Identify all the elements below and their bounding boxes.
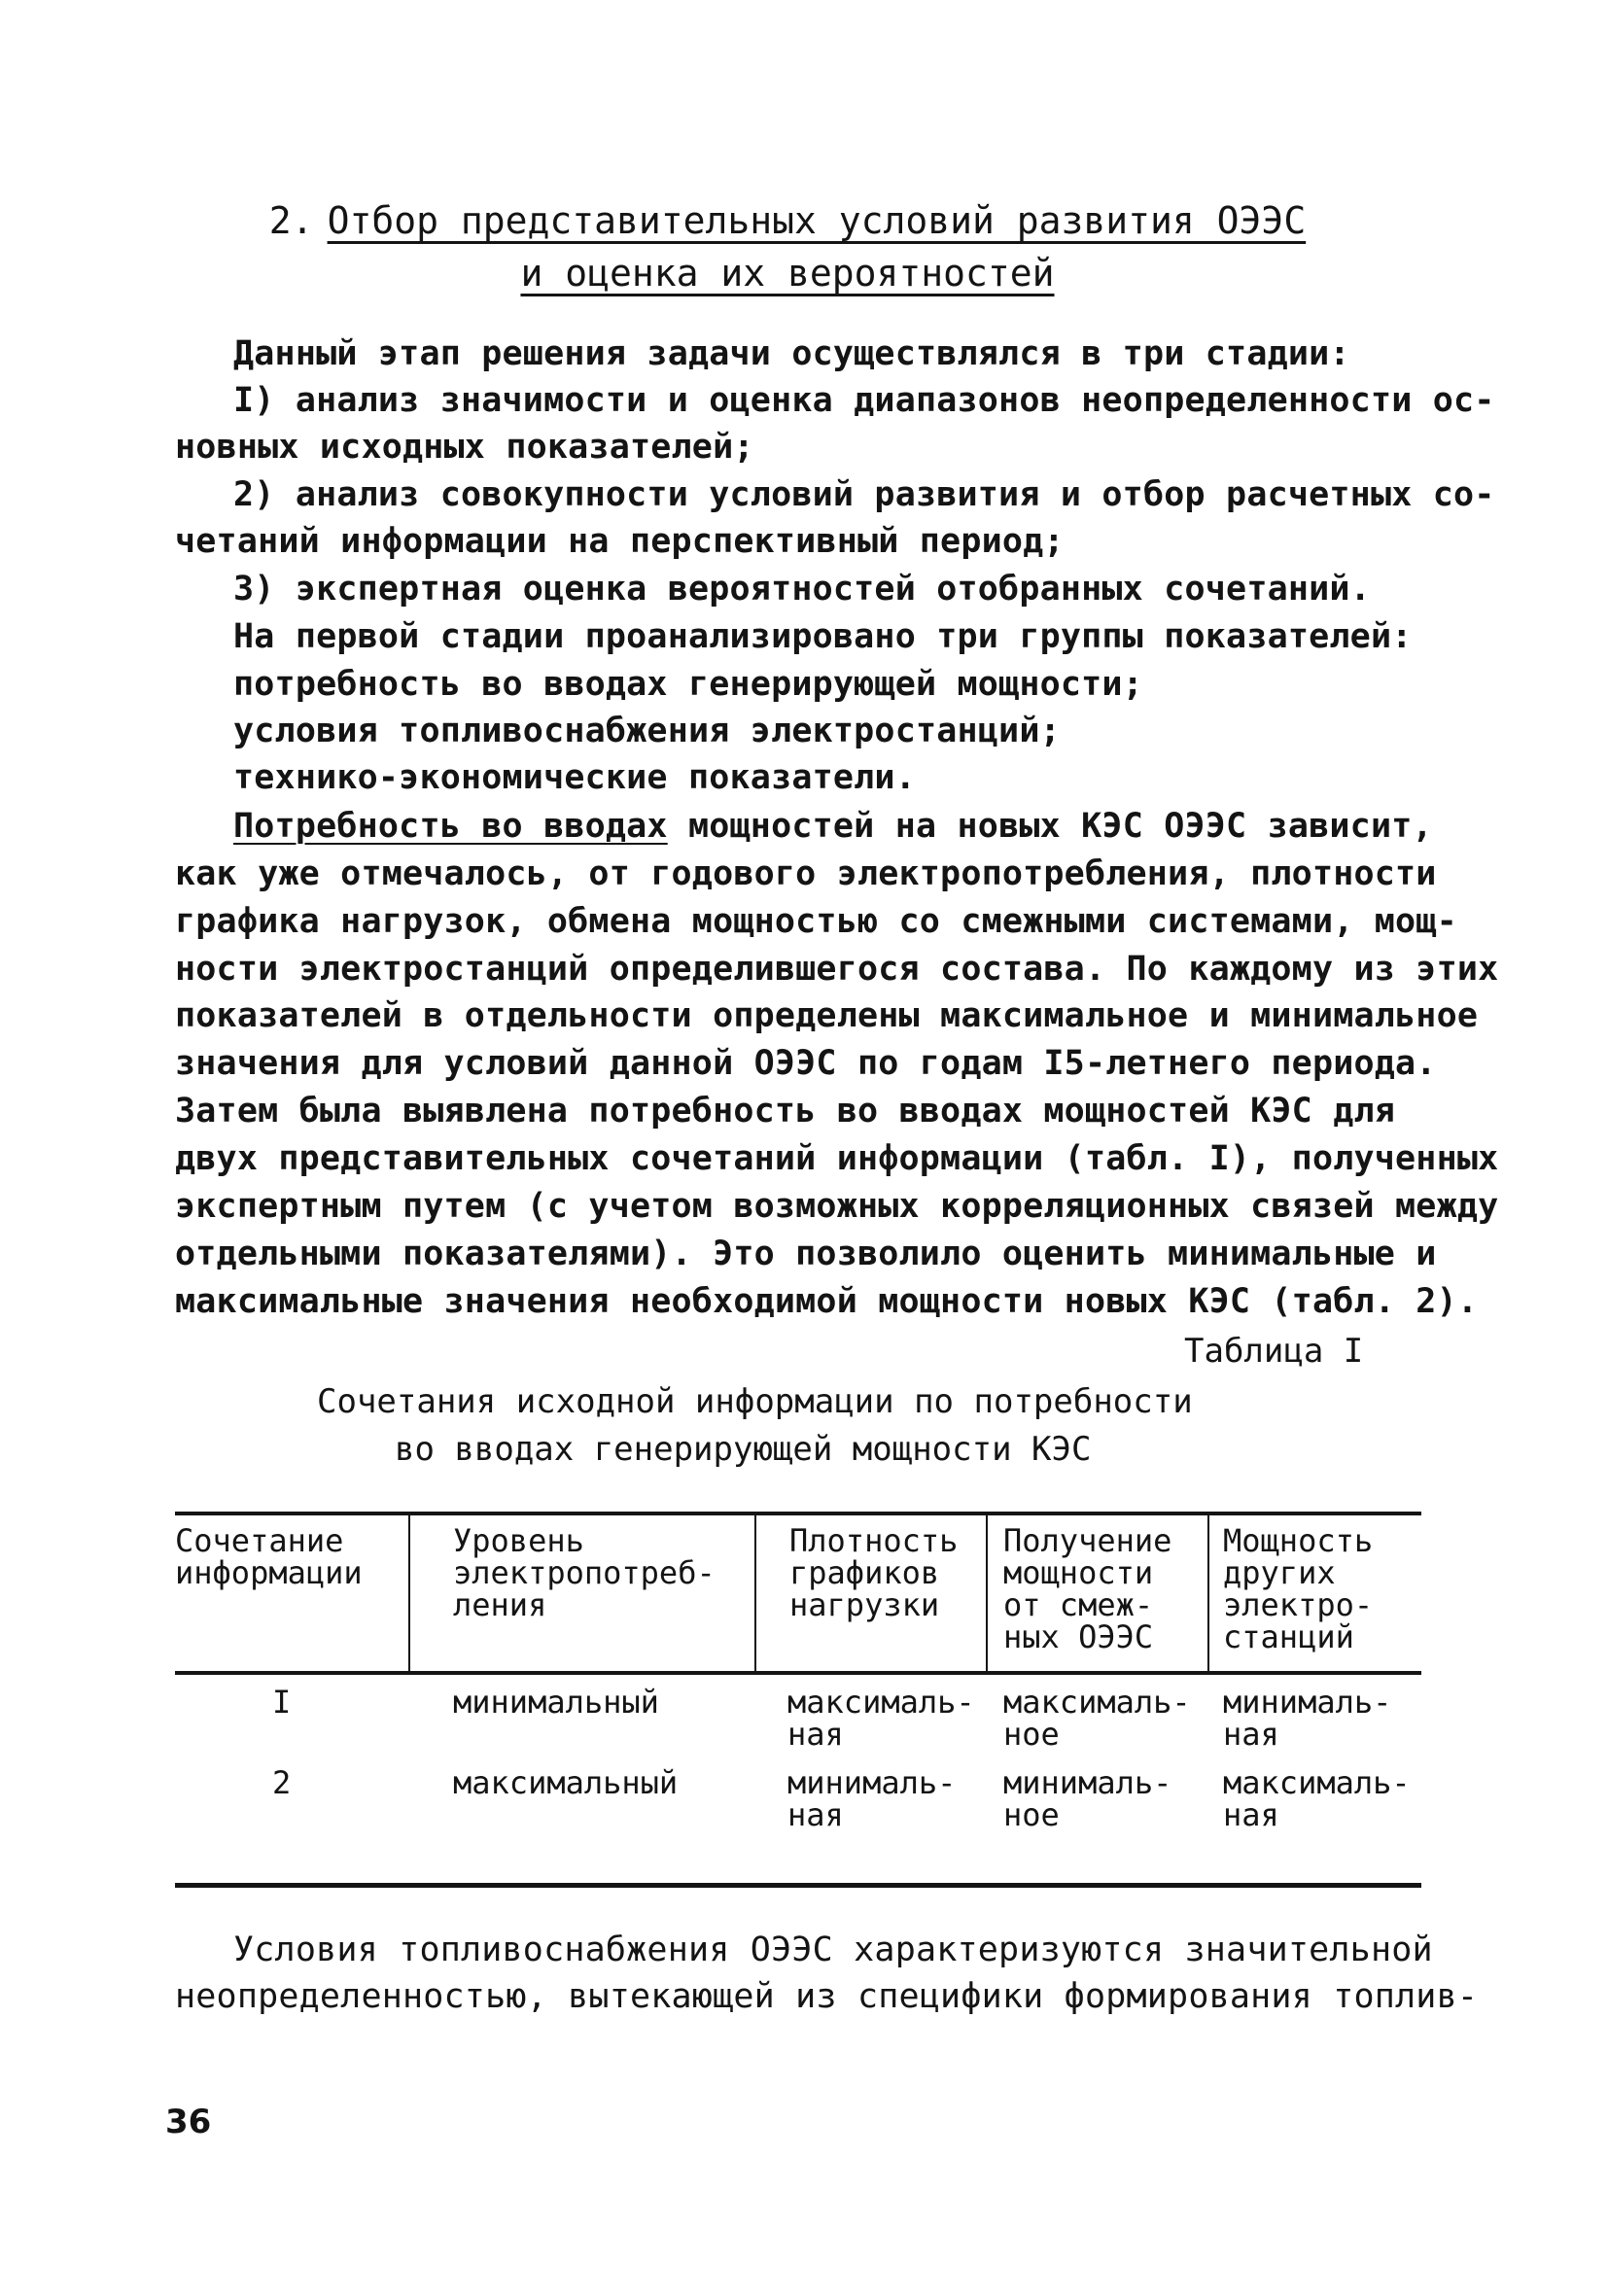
section-heading-line2 xyxy=(156,247,1419,299)
table-bottom-rule xyxy=(175,1883,1421,1888)
cell-text: ная xyxy=(1223,1716,1279,1753)
header-text: графиков xyxy=(789,1554,940,1591)
header-text: ных ОЭЭС xyxy=(1003,1618,1154,1655)
cell-text: максималь- xyxy=(1003,1684,1191,1721)
group-2: условия топливоснабжения электростанций; xyxy=(233,712,1061,750)
cell-text: ная xyxy=(787,1716,844,1753)
paragraph-intro: Данный этап решения задачи осуществлялся в три стадии: xyxy=(233,334,1350,373)
header-text: Получение xyxy=(1003,1522,1172,1559)
underlined-term: Потребность во вводах xyxy=(233,807,668,846)
row-1-other xyxy=(1223,1684,1392,1753)
row-1-receipt xyxy=(1003,1684,1191,1753)
column-divider xyxy=(1207,1515,1209,1671)
stage-2-line-2: четаний информации на перспективный период; xyxy=(175,522,1065,561)
cell-text: минималь- xyxy=(1003,1764,1172,1801)
paragraph-line-4: ности электростанций определившегося состава. По каждому из этих xyxy=(175,950,1499,989)
row-2-other xyxy=(1223,1764,1411,1833)
header-load-density xyxy=(789,1522,959,1623)
cell-text: ное xyxy=(1003,1716,1060,1753)
stage-1-line-2: новных исходных показателей; xyxy=(175,428,754,467)
footer-paragraph-line-1: Условия топливоснабжения ОЭЭС характеризуются значительной xyxy=(233,1931,1433,1969)
table-top-rule xyxy=(175,1512,1421,1515)
table-caption-line-2: во вводах генерирующей мощности КЭС xyxy=(395,1430,1092,1469)
section-number: 2. xyxy=(268,199,314,242)
header-text: мощности xyxy=(1003,1554,1154,1591)
header-text: от смеж- xyxy=(1003,1586,1154,1623)
paragraph-line-6: значения для условий данной ОЭЭС по годам I5-летнего периода. xyxy=(175,1044,1437,1083)
section-title-continuation: и оценка их вероятностей xyxy=(520,252,1055,295)
header-text: Сочетание xyxy=(175,1522,344,1559)
paragraph-line-11: максимальные значения необходимой мощности новых КЭС (табл. 2). xyxy=(175,1282,1479,1321)
column-divider xyxy=(754,1515,756,1671)
group-3: технико-экономические показатели. xyxy=(233,758,916,797)
paragraph-line-8: двух представительных сочетаний информации (табл. I), полученных xyxy=(175,1139,1499,1178)
header-consumption-level xyxy=(453,1522,716,1623)
row-1-level: минимальный xyxy=(453,1684,659,1721)
row-2-receipt xyxy=(1003,1764,1172,1833)
header-text: Уровень xyxy=(453,1522,584,1559)
paragraph-line-9: экспертным путем (с учетом возможных корреляционных связей между xyxy=(175,1187,1499,1226)
row-1-id: I xyxy=(272,1684,292,1721)
table-caption-line-1: Сочетания исходной информации по потребности xyxy=(317,1382,1193,1421)
column-divider xyxy=(408,1515,410,1671)
cell-text: максималь- xyxy=(1223,1764,1411,1801)
header-text: ления xyxy=(453,1586,547,1623)
column-divider xyxy=(986,1515,988,1671)
cell-text: ная xyxy=(787,1796,844,1833)
paragraph-line-3: графика нагрузок, обмена мощностью со смежными системами, мощ- xyxy=(175,902,1457,941)
header-text: других xyxy=(1223,1554,1336,1591)
stage-3-line: 3) экспертная оценка вероятностей отобранных сочетаний. xyxy=(233,570,1371,609)
header-combination xyxy=(175,1522,363,1591)
header-text: Мощность xyxy=(1223,1522,1374,1559)
table-label: Таблица I xyxy=(1184,1332,1364,1371)
group-1: потребность во вводах генерирующей мощности; xyxy=(233,665,1143,704)
row-2-density xyxy=(787,1764,957,1833)
paragraph-line-7: Затем была выявлена потребность во вводах мощностей КЭС для xyxy=(175,1092,1396,1131)
cell-text: минималь- xyxy=(1223,1684,1392,1721)
cell-text: минималь- xyxy=(787,1764,957,1801)
table-header-rule xyxy=(175,1671,1421,1675)
cell-text: ное xyxy=(1003,1796,1060,1833)
header-text: станций xyxy=(1223,1618,1354,1655)
footer-paragraph-line-2: неопределенностью, вытекающей из специфики формирования топлив- xyxy=(175,1977,1479,2016)
paragraph-line-10: отдельными показателями). Это позволило оценить минимальные и xyxy=(175,1235,1437,1273)
header-other-plants xyxy=(1223,1522,1374,1655)
stage-2-line-1: 2) анализ совокупности условий развития и отбор расчетных со- xyxy=(233,475,1495,514)
header-text: информации xyxy=(175,1554,363,1591)
header-text: нагрузки xyxy=(789,1586,940,1623)
page-number: 36 xyxy=(165,2103,212,2141)
paragraph-line-1 xyxy=(233,803,1433,850)
header-text: электро- xyxy=(1223,1586,1374,1623)
header-text: электропотреб- xyxy=(453,1554,716,1591)
cell-text: ная xyxy=(1223,1796,1279,1833)
row-2-level: максимальный xyxy=(453,1764,679,1801)
section-title: Отбор представительных условий развития ОЭЭС xyxy=(327,199,1307,242)
row-2-id: 2 xyxy=(272,1764,292,1801)
groups-intro: На первой стадии проанализировано три группы показателей: xyxy=(233,617,1413,656)
paragraph-line-5: показателей в отдельности определены максимальное и минимальное xyxy=(175,996,1479,1035)
stage-1-line-1: I) анализ значимости и оценка диапазонов неопределенности ос- xyxy=(233,381,1495,420)
header-power-receipt xyxy=(1003,1522,1172,1655)
row-1-density xyxy=(787,1684,975,1753)
paragraph-line-2: как уже отмечалось, от годового электропотребления, плотности xyxy=(175,854,1437,893)
header-text: Плотность xyxy=(789,1522,959,1559)
cell-text: максималь- xyxy=(787,1684,975,1721)
paragraph-line-1-rest: мощностей на новых КЭС ОЭЭС зависит, xyxy=(667,807,1433,846)
section-heading-line1 xyxy=(156,194,1419,247)
